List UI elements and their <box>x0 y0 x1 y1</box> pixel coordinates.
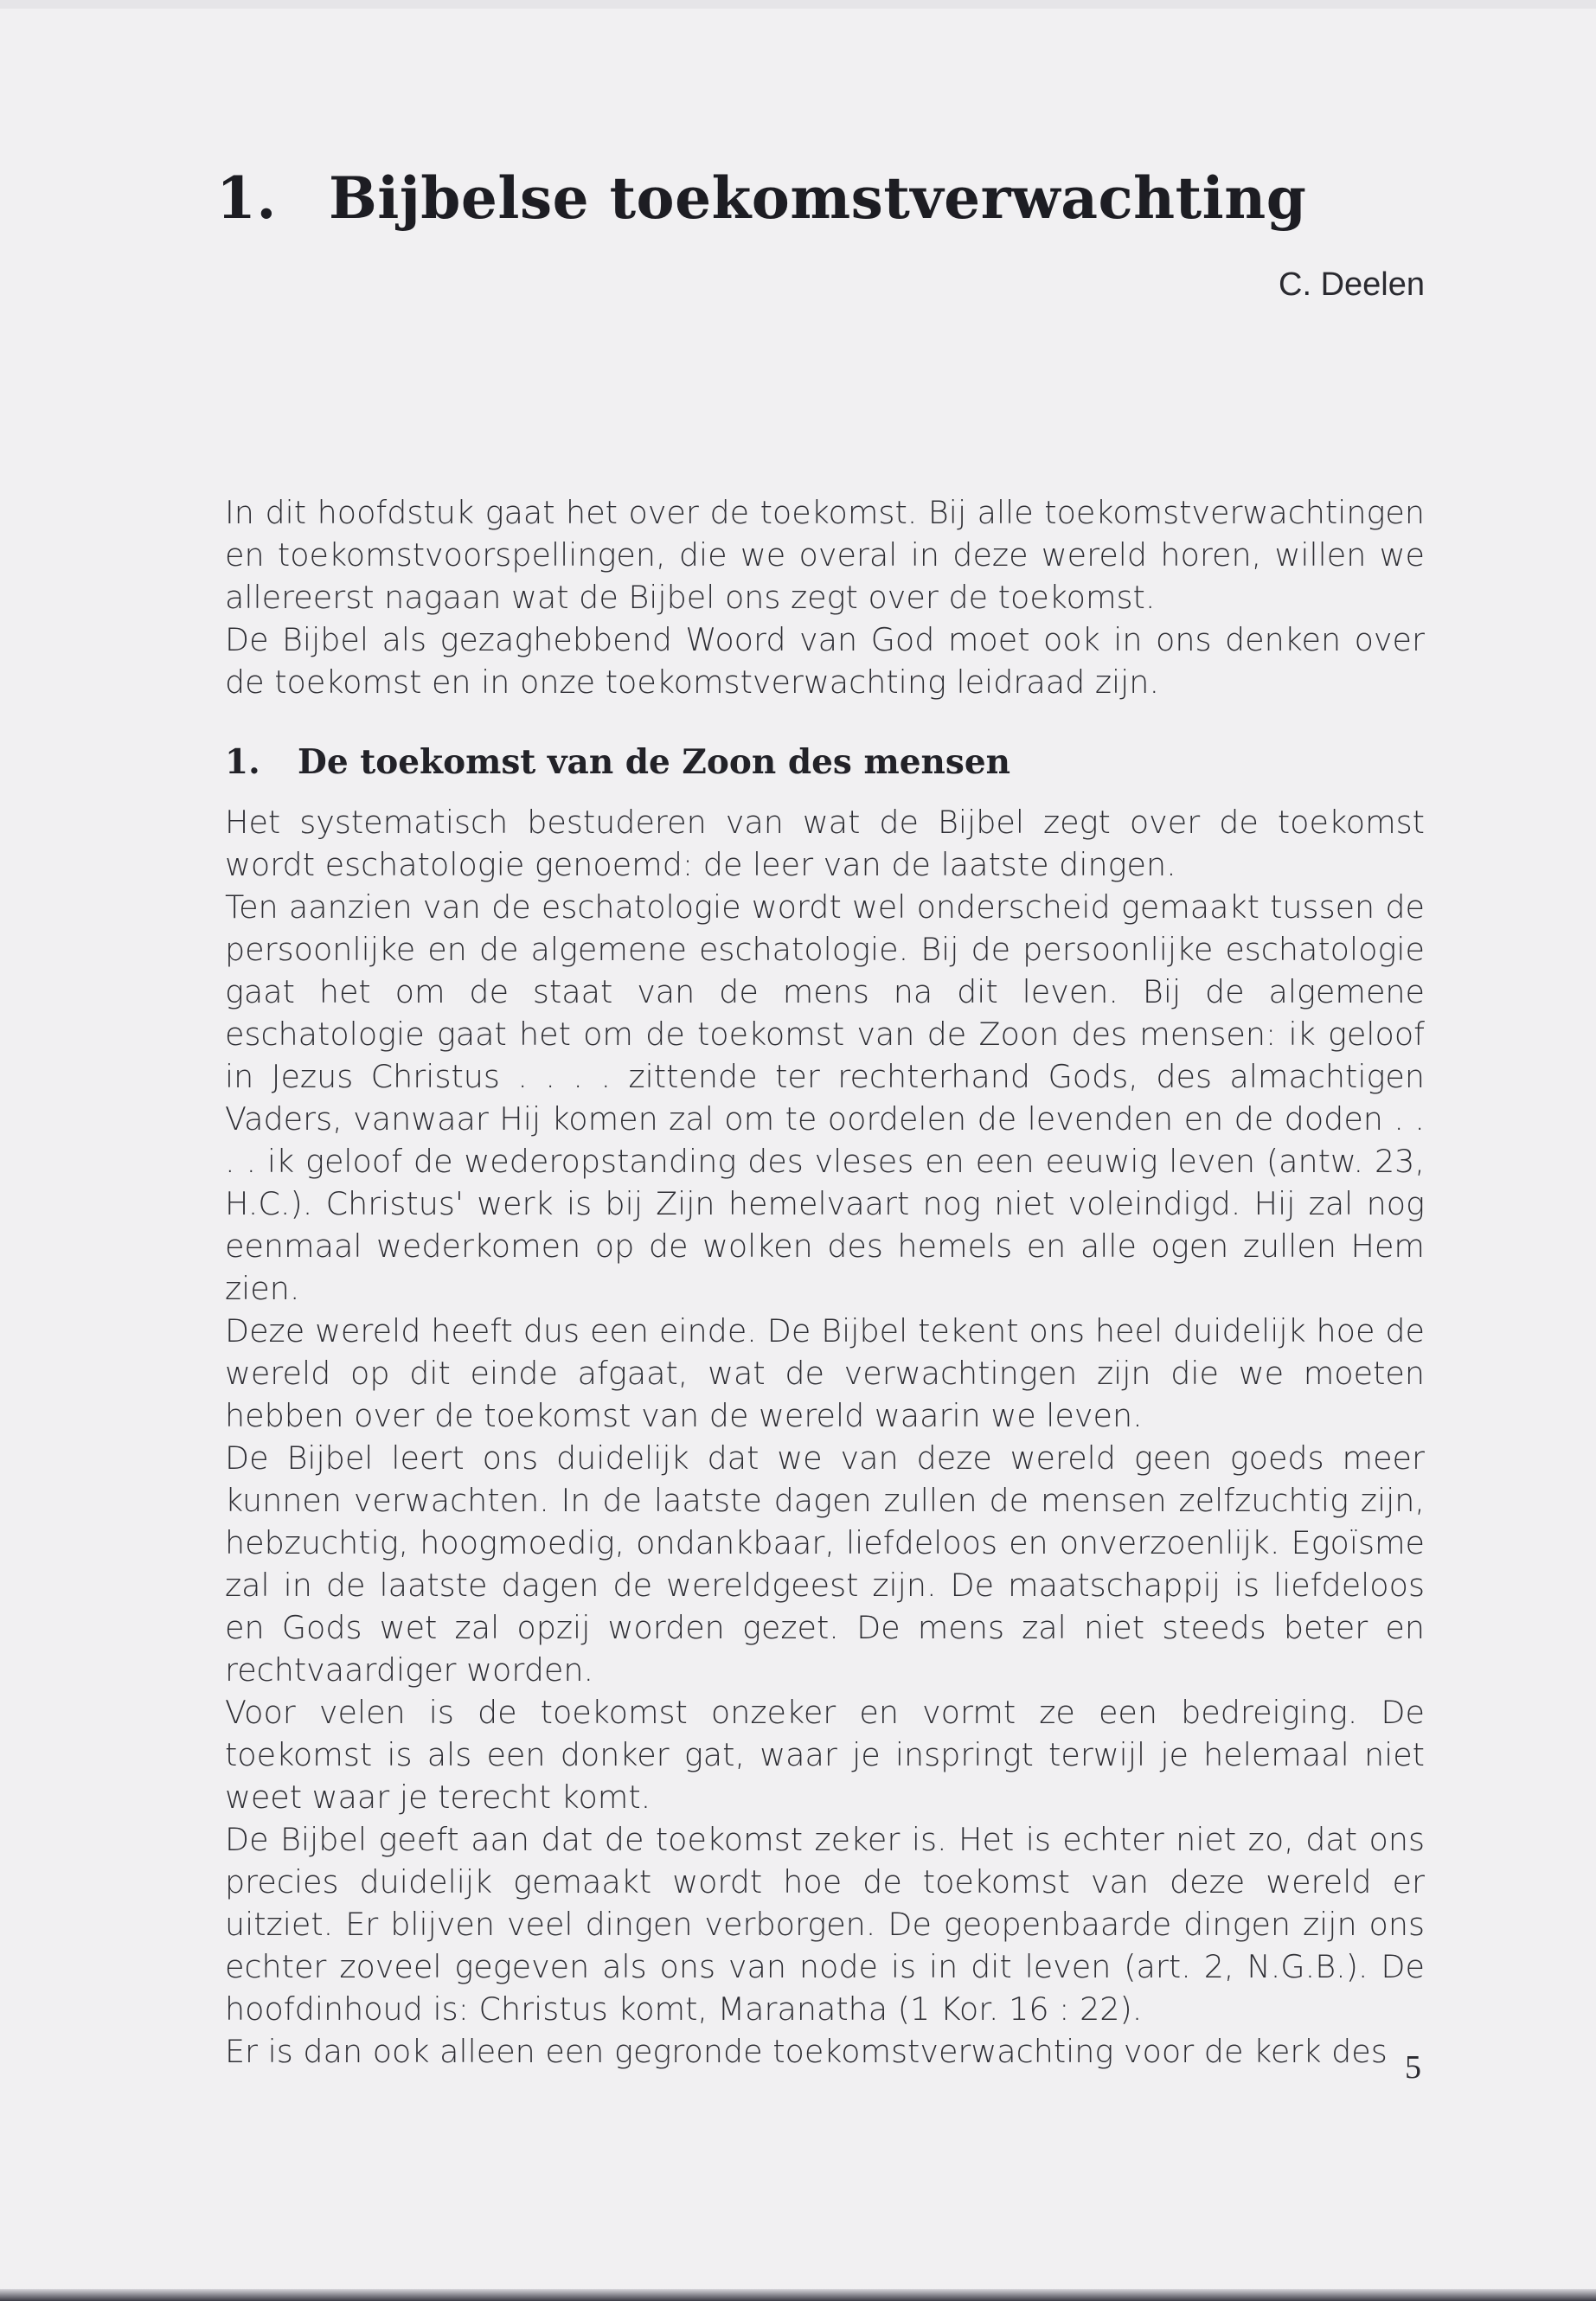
intro-paragraph: De Bijbel als gezaghebbend Woord van God moet ook in ons denken over de toekomst en in onze toekomstverwachting leidraad zijn. <box>225 621 1425 701</box>
chapter-title-text: Bijbelse toekomstverwachting <box>329 164 1307 232</box>
body-paragraph: Er is dan ook alleen een gegronde toekomstverwachting voor de kerk des <box>225 2033 1388 2070</box>
intro-text <box>225 491 1425 703</box>
author-name: C. Deelen <box>1279 266 1425 303</box>
intro-paragraph: In dit hoofdstuk gaat het over de toekomst. Bij alle toekomstverwachtingen en toekomstvoorspellingen, die we overal in deze wereld horen, willen we allereerst nagaan wat de Bijbel ons zegt over de toekomst. <box>225 494 1425 616</box>
section-body <box>225 801 1425 2073</box>
chapter-title <box>216 164 1306 232</box>
page-number: 5 <box>1405 2049 1421 2086</box>
section-number: 1. <box>225 742 260 782</box>
body-paragraph: De Bijbel leert ons duidelijk dat we van deze wereld geen goeds meer kunnen verwachten. In de laatste dagen zullen de mensen zelfzuchtig zijn, hebzuchtig, hoogmoedig, ondankbaar, liefdeloos en onverzoenlijk. Egoïsme zal in de laatste dagen de wereldgeest zijn. De maatschappij is liefdeloos en Gods wet zal opzij worden gezet. De mens zal niet steeds beter en rechtvaardiger worden. <box>225 1439 1425 1689</box>
page-bottom-edge <box>0 2289 1596 2301</box>
body-paragraph: Deze wereld heeft dus een einde. De Bijbel tekent ons heel duidelijk hoe de wereld op dit einde afgaat, wat de verwachtingen zijn die we moeten hebben over de toekomst van de wereld waarin we leven. <box>225 1312 1425 1434</box>
body-paragraph: Het systematisch bestuderen van wat de Bijbel zegt over de toekomst wordt eschatologie genoemd: de leer van de laatste dingen. <box>225 804 1425 883</box>
body-paragraph: Voor velen is de toekomst onzeker en vormt ze een bedreiging. De toekomst is als een donker gat, waar je inspringt terwijl je helemaal niet weet waar je terecht komt. <box>225 1694 1425 1816</box>
chapter-number: 1. <box>216 164 277 232</box>
section-heading <box>225 742 1010 782</box>
body-paragraph: De Bijbel geeft aan dat de toekomst zeker is. Het is echter niet zo, dat ons precies duidelijk gemaakt wordt hoe de toekomst van deze wereld er uitziet. Er blijven veel dingen verborgen. De geopenbaarde dingen zijn ons echter zoveel gegeven als ons van node is in dit leven (art. 2, N.G.B.). De hoofdinhoud is: Christus komt, Maranatha (1 Kor. 16 : 22). <box>225 1821 1425 2028</box>
body-paragraph: Ten aanzien van de eschatologie wordt wel onderscheid gemaakt tussen de persoonlijke en de algemene eschatologie. Bij de persoonlijke eschatologie gaat het om de staat van de mens na dit leven. Bij de algemene eschatologie gaat het om de toekomst van de Zoon des mensen: ik geloof in Jezus Christus . . . . zittende ter rechterhand Gods, des almachtigen Vaders, vanwaar Hij komen zal om te oordelen de levenden en de doden . . . . ik geloof de wederopstanding des vleses en een eeuwig leven (antw. 23, H.C.). Christus' werk is bij Zijn hemelvaart nog niet voleindigd. Hij zal nog eenmaal wederkomen op de wolken des hemels en alle ogen zullen Hem zien. <box>225 888 1425 1307</box>
section-title: De toekomst van de Zoon des mensen <box>298 742 1011 782</box>
